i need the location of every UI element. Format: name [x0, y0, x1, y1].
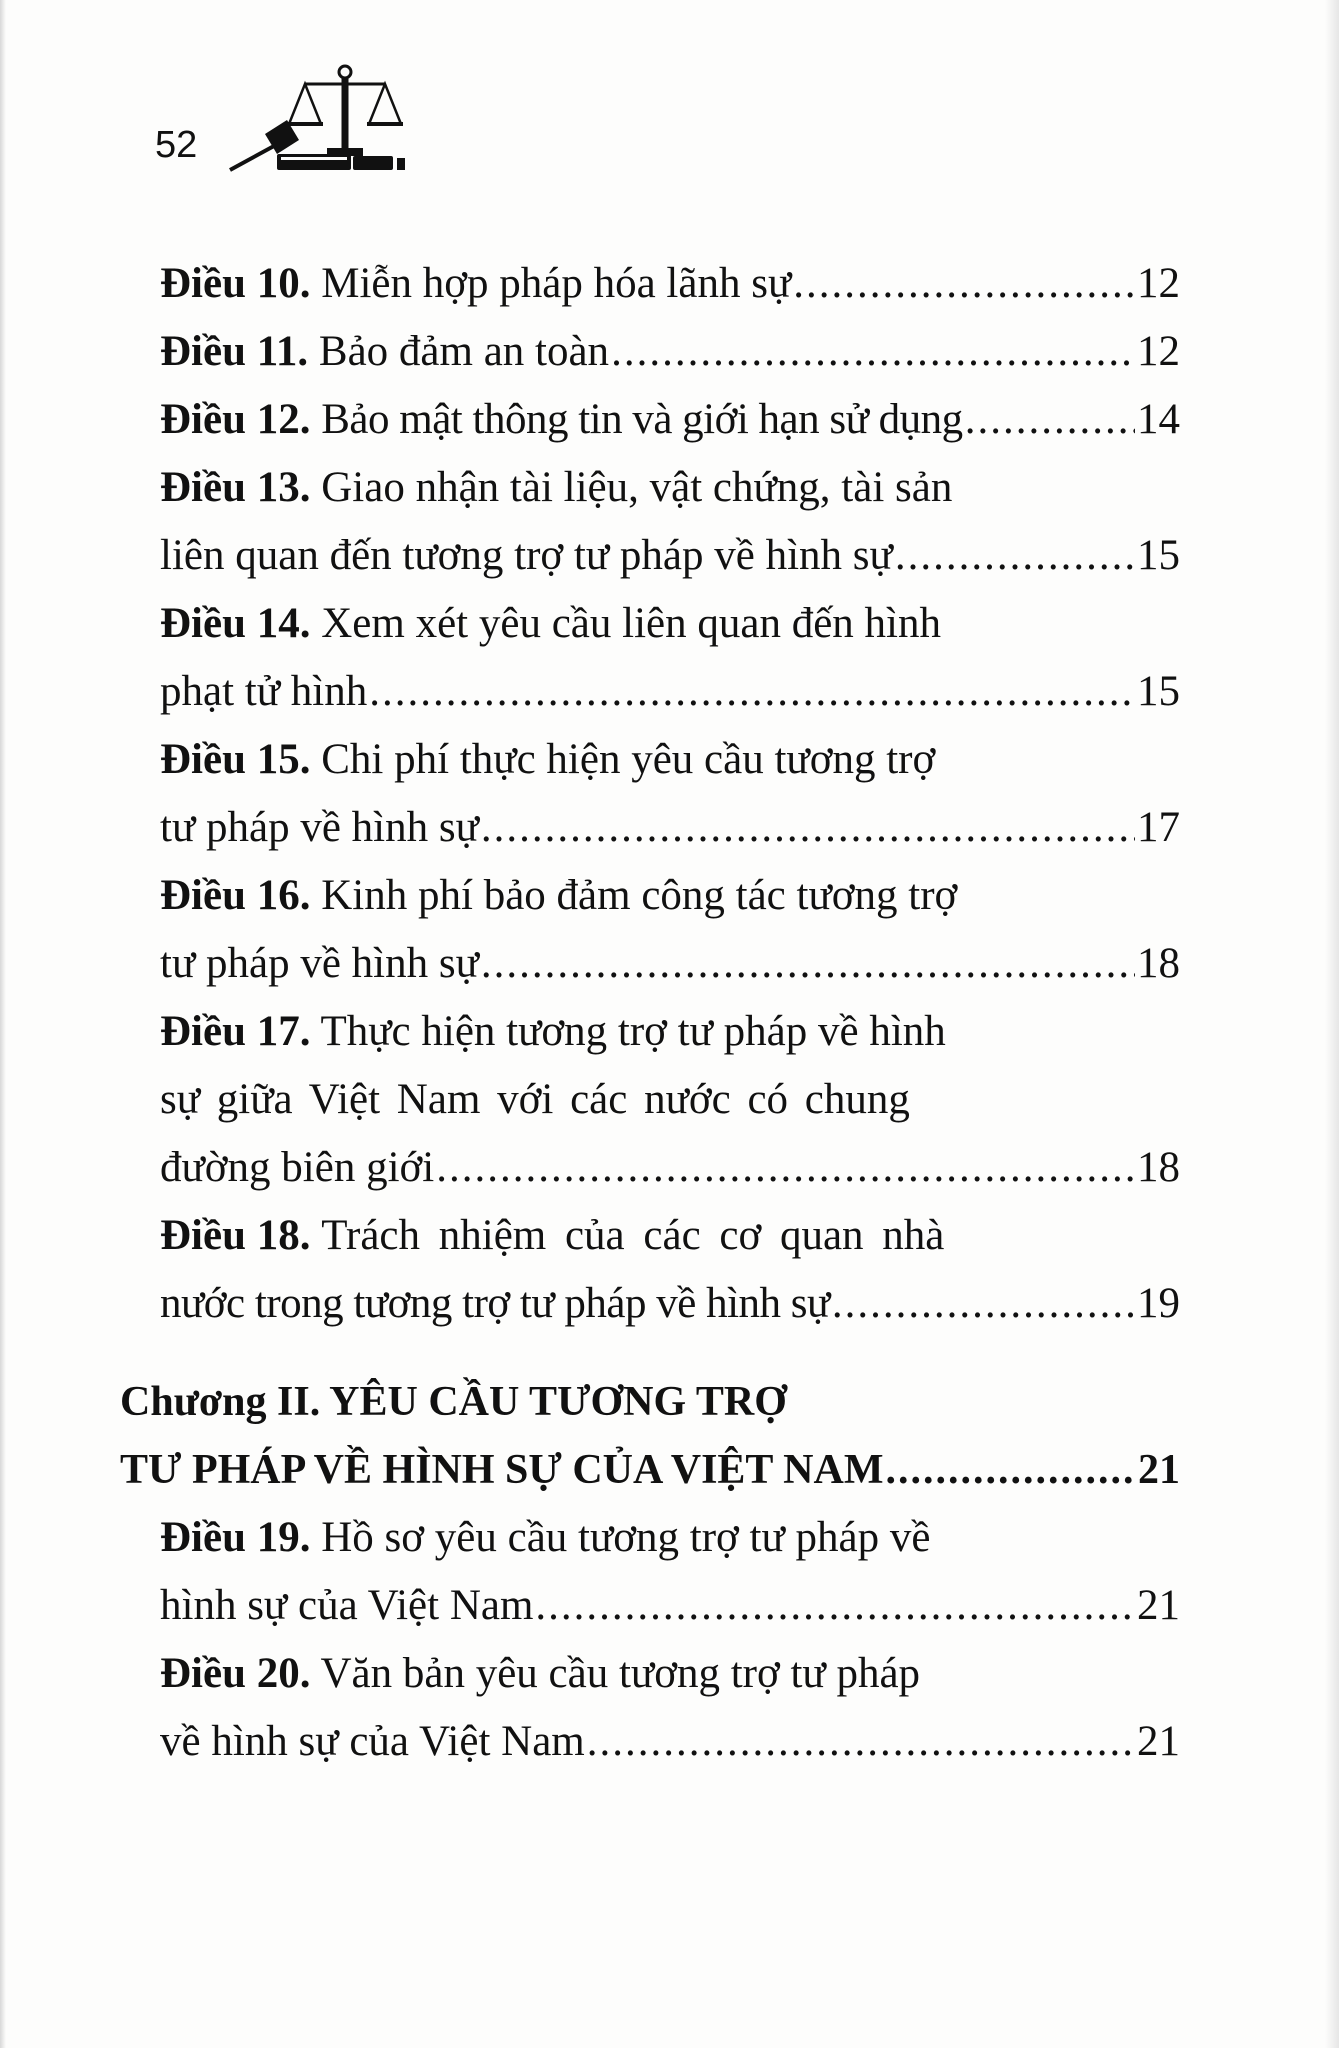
toc-entry-dieu-19[interactable] — [160, 1504, 1180, 1640]
toc-entry-title-continued: phạt tử hình — [160, 668, 368, 715]
toc-page-number: 17 — [1137, 804, 1180, 851]
toc-page-number: 19 — [1137, 1280, 1180, 1327]
toc-page-number: 18 — [1137, 940, 1180, 987]
toc-entry-dieu-15[interactable] — [160, 726, 1180, 862]
toc-entry-dieu-17[interactable] — [160, 998, 1180, 1202]
toc-entry-dieu-13[interactable] — [160, 454, 1180, 590]
toc-page-number: 21 — [1137, 1582, 1180, 1629]
dot-leader — [895, 522, 1135, 590]
toc-entry-title: Chi phí thực hiện yêu cầu tương trợ — [321, 736, 936, 783]
page-number: 52 — [155, 124, 198, 166]
toc-entry-dieu-16[interactable] — [160, 862, 1180, 998]
toc-page-number: 12 — [1137, 328, 1180, 375]
toc-entry-label: Điều 18. — [160, 1212, 311, 1259]
toc-chapter-ii[interactable] — [120, 1368, 1180, 1504]
dot-leader — [965, 386, 1135, 454]
toc-entry-title: Giao nhận tài liệu, vật chứng, tài sản — [321, 464, 953, 511]
page-header — [155, 62, 455, 182]
dot-leader — [587, 1708, 1135, 1776]
toc-entry-label: Điều 19. — [160, 1514, 311, 1561]
toc-entry-label: Điều 13. — [160, 464, 311, 511]
toc-entry-dieu-20[interactable] — [160, 1640, 1180, 1776]
dot-leader — [436, 1134, 1135, 1202]
dot-leader — [481, 794, 1135, 862]
toc-entry-title-continued: nước trong tương trợ tư pháp về hình sự — [160, 1280, 830, 1327]
chapter-title-continued: TƯ PHÁP VỀ HÌNH SỰ CỦA VIỆT NAM — [120, 1447, 884, 1493]
toc-entry-title: Trách nhiệm của các cơ quan nhà — [321, 1212, 945, 1259]
toc-page-number: 21 — [1137, 1718, 1180, 1765]
toc-entry-title-continued: liên quan đến tương trợ tư pháp về hình sự — [160, 532, 893, 579]
toc-page-number: 12 — [1137, 260, 1180, 307]
toc-entry-title: Hồ sơ yêu cầu tương trợ tư pháp về — [321, 1514, 931, 1561]
toc-entry-title: Thực hiện tương trợ tư pháp về hình — [320, 1008, 946, 1055]
dot-leader — [832, 1270, 1135, 1338]
toc-entry-dieu-18[interactable] — [160, 1202, 1180, 1338]
toc-entry-title-continued: tư pháp về hình sự — [160, 804, 479, 851]
toc-entry-title: Xem xét yêu cầu liên quan đến hình — [321, 600, 941, 647]
dot-leader — [793, 250, 1135, 318]
toc-entry-title: Bảo mật thông tin và giới hạn sử dụng — [321, 396, 963, 443]
dot-leader — [611, 318, 1135, 386]
toc-entry-label: Điều 10. — [160, 260, 311, 307]
toc-entry-label: Điều 11. — [160, 328, 309, 375]
toc-page-number: 15 — [1137, 668, 1180, 715]
page-spine-shadow — [0, 0, 6, 2048]
toc-page-number: 15 — [1137, 532, 1180, 579]
chapter-title: Chương II. YÊU CẦU TƯƠNG TRỢ — [120, 1379, 787, 1425]
toc-entry-label: Điều 15. — [160, 736, 311, 783]
toc-entry-label: Điều 12. — [160, 396, 311, 443]
toc-page-number: 21 — [1138, 1447, 1180, 1493]
toc-entry-dieu-14[interactable] — [160, 590, 1180, 726]
toc-entry-label: Điều 17. — [160, 1008, 311, 1055]
page-edge-shadow — [1325, 0, 1339, 2048]
toc-entry-label: Điều 20. — [160, 1650, 311, 1697]
toc-entry-title-continued: sự giữa Việt Nam với các nước có chung — [160, 1076, 910, 1123]
dot-leader — [369, 658, 1135, 726]
toc-entry-dieu-11[interactable] — [160, 318, 1180, 386]
toc-entry-title-continued: hình sự của Việt Nam — [160, 1582, 534, 1629]
toc-entry-title: Kinh phí bảo đảm công tác tương trợ — [321, 872, 958, 919]
toc-entry-title-continued: tư pháp về hình sự — [160, 940, 479, 987]
toc-entry-title: Văn bản yêu cầu tương trợ tư pháp — [320, 1650, 921, 1697]
dot-leader — [535, 1572, 1135, 1640]
table-of-contents — [120, 250, 1180, 1776]
toc-page-number: 14 — [1137, 396, 1180, 443]
toc-entry-title-continued: đường biên giới — [160, 1144, 435, 1191]
toc-entry-title: Bảo đảm an toàn — [318, 328, 610, 375]
scales-of-justice-gavel-icon — [225, 62, 415, 172]
toc-entry-dieu-12[interactable] — [160, 386, 1180, 454]
dot-leader — [481, 930, 1135, 998]
toc-page-number: 18 — [1137, 1144, 1180, 1191]
toc-entry-title: Miễn hợp pháp hóa lãnh sự — [321, 260, 792, 307]
toc-entry-label: Điều 16. — [160, 872, 311, 919]
dot-leader — [886, 1436, 1137, 1504]
toc-entry-dieu-10[interactable] — [160, 250, 1180, 318]
toc-entry-title-continued: về hình sự của Việt Nam — [160, 1718, 585, 1765]
toc-entry-label: Điều 14. — [160, 600, 311, 647]
